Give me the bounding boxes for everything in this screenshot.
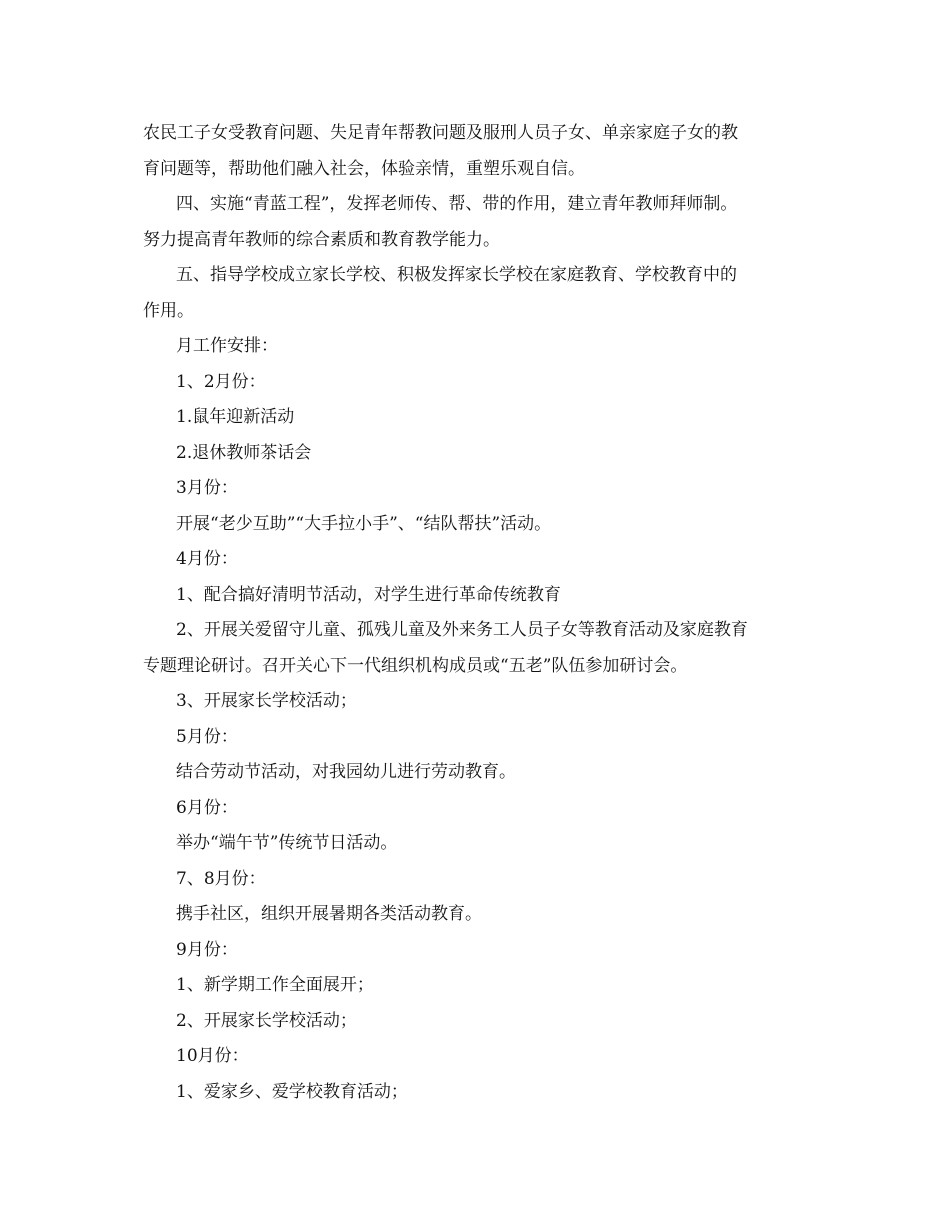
section-heading: 月工作安排：: [176, 336, 278, 356]
paragraph-line: 努力提高青年教师的综合素质和教育教学能力。: [143, 229, 500, 250]
paragraph-line: 专题理论研讨。召开关心下一代组织机构成员或“五老”队伍参加研讨会。: [143, 655, 688, 676]
list-item: 携手社区，组织开展暑期各类活动教育。: [176, 904, 482, 924]
list-item: 2、开展关爱留守儿童、孤残儿童及外来务工人员子女等教育活动及家庭教育: [176, 620, 748, 640]
list-item: 1、配合搞好清明节活动，对学生进行革命传统教育: [176, 584, 561, 605]
month-heading: 6月份：: [176, 797, 238, 818]
paragraph-line: 农民工子女受教育问题、失足青年帮教问题及服刑人员子女、单亲家庭子女的教: [143, 123, 738, 143]
month-heading: 5月份：: [176, 726, 238, 747]
list-item: 结合劳动节活动，对我园幼儿进行劳动教育。: [176, 762, 516, 782]
list-item: 1、新学期工作全面展开；: [176, 975, 374, 995]
paragraph-line: 作用。: [143, 300, 194, 321]
month-heading: 1、2月份：: [176, 371, 266, 392]
month-heading: 9月份：: [176, 939, 238, 960]
paragraph-line: 五、指导学校成立家长学校、积极发挥家长学校在家庭教育、学校教育中的: [176, 265, 737, 285]
document-body: [143, 116, 813, 1110]
list-item: 1.鼠年迎新活动: [176, 407, 295, 427]
month-heading: 10月份：: [176, 1046, 249, 1066]
paragraph-line: 育问题等，帮助他们融入社会，体验亲情，重塑乐观自信。: [143, 158, 585, 179]
month-heading: 4月份：: [176, 549, 238, 569]
paragraph-line: 四、实施“青蓝工程”，发挥老师传、帮、带的作用，建立青年教师拜师制。: [176, 194, 738, 214]
list-item: 2.退休教师茶话会: [176, 442, 312, 463]
month-heading: 7、8月份：: [176, 868, 266, 889]
list-item: 3、开展家长学校活动；: [176, 691, 357, 711]
list-item: 2、开展家长学校活动；: [176, 1010, 357, 1031]
list-item: 开展“老少互助”“大手拉小手”、“结队帮扶”活动。: [176, 513, 552, 534]
month-heading: 3月份：: [176, 478, 238, 498]
list-item: 1、爱家乡、爱学校教育活动；: [176, 1081, 408, 1102]
list-item: 举办“端午节”传统节日活动。: [176, 833, 398, 853]
